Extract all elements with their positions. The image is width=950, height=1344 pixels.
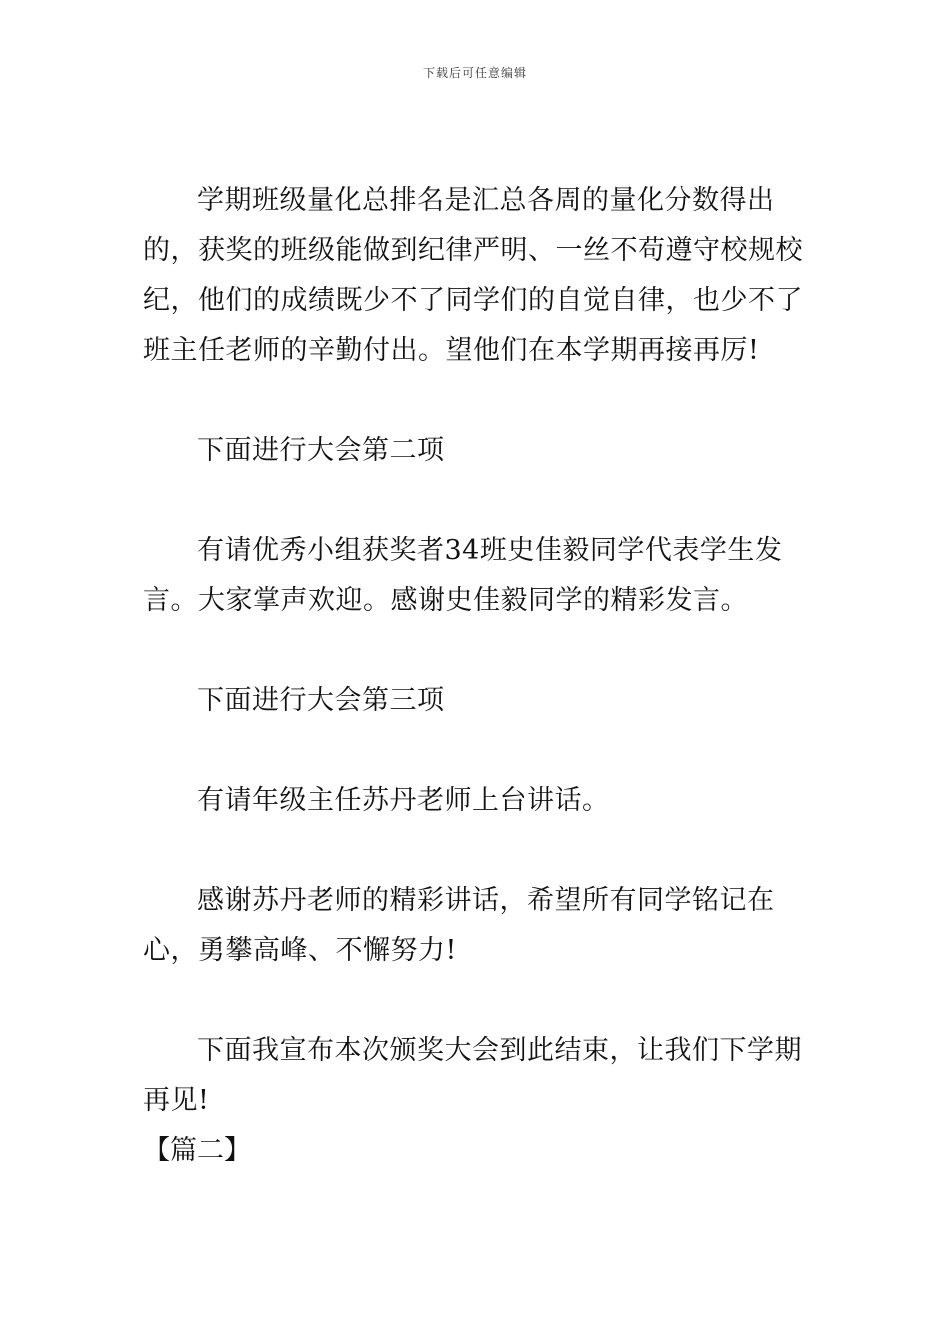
paragraph-student-speech: 有请优秀小组获奖者34班史佳毅同学代表学生发言。大家掌声欢迎。感谢史佳毅同学的精彩发言。 bbox=[143, 535, 783, 616]
page-header: 下载后可任意编辑 bbox=[422, 66, 527, 80]
section-title: 【篇二】 bbox=[143, 1135, 251, 1166]
paragraph-item-two: 下面进行大会第二项 bbox=[197, 435, 445, 466]
paragraph-closing: 下面我宣布本次颁奖大会到此结束，让我们下学期再见! bbox=[143, 1035, 802, 1116]
paragraph-item-three: 下面进行大会第三项 bbox=[197, 685, 445, 716]
document-body bbox=[143, 176, 811, 1176]
paragraph-director-speech: 有请年级主任苏丹老师上台讲话。 bbox=[197, 785, 610, 816]
paragraph-ranking: 学期班级量化总排名是汇总各周的量化分数得出的，获奖的班级能做到纪律严明、一丝不苟遵守校规校纪，他们的成绩既少不了同学们的自觉自律，也少不了班主任老师的辛勤付出。望他们在本学期再接再厉! bbox=[143, 185, 803, 366]
paragraph-thanks: 感谢苏丹老师的精彩讲话，希望所有同学铭记在心，勇攀高峰、不懈努力! bbox=[143, 885, 775, 966]
